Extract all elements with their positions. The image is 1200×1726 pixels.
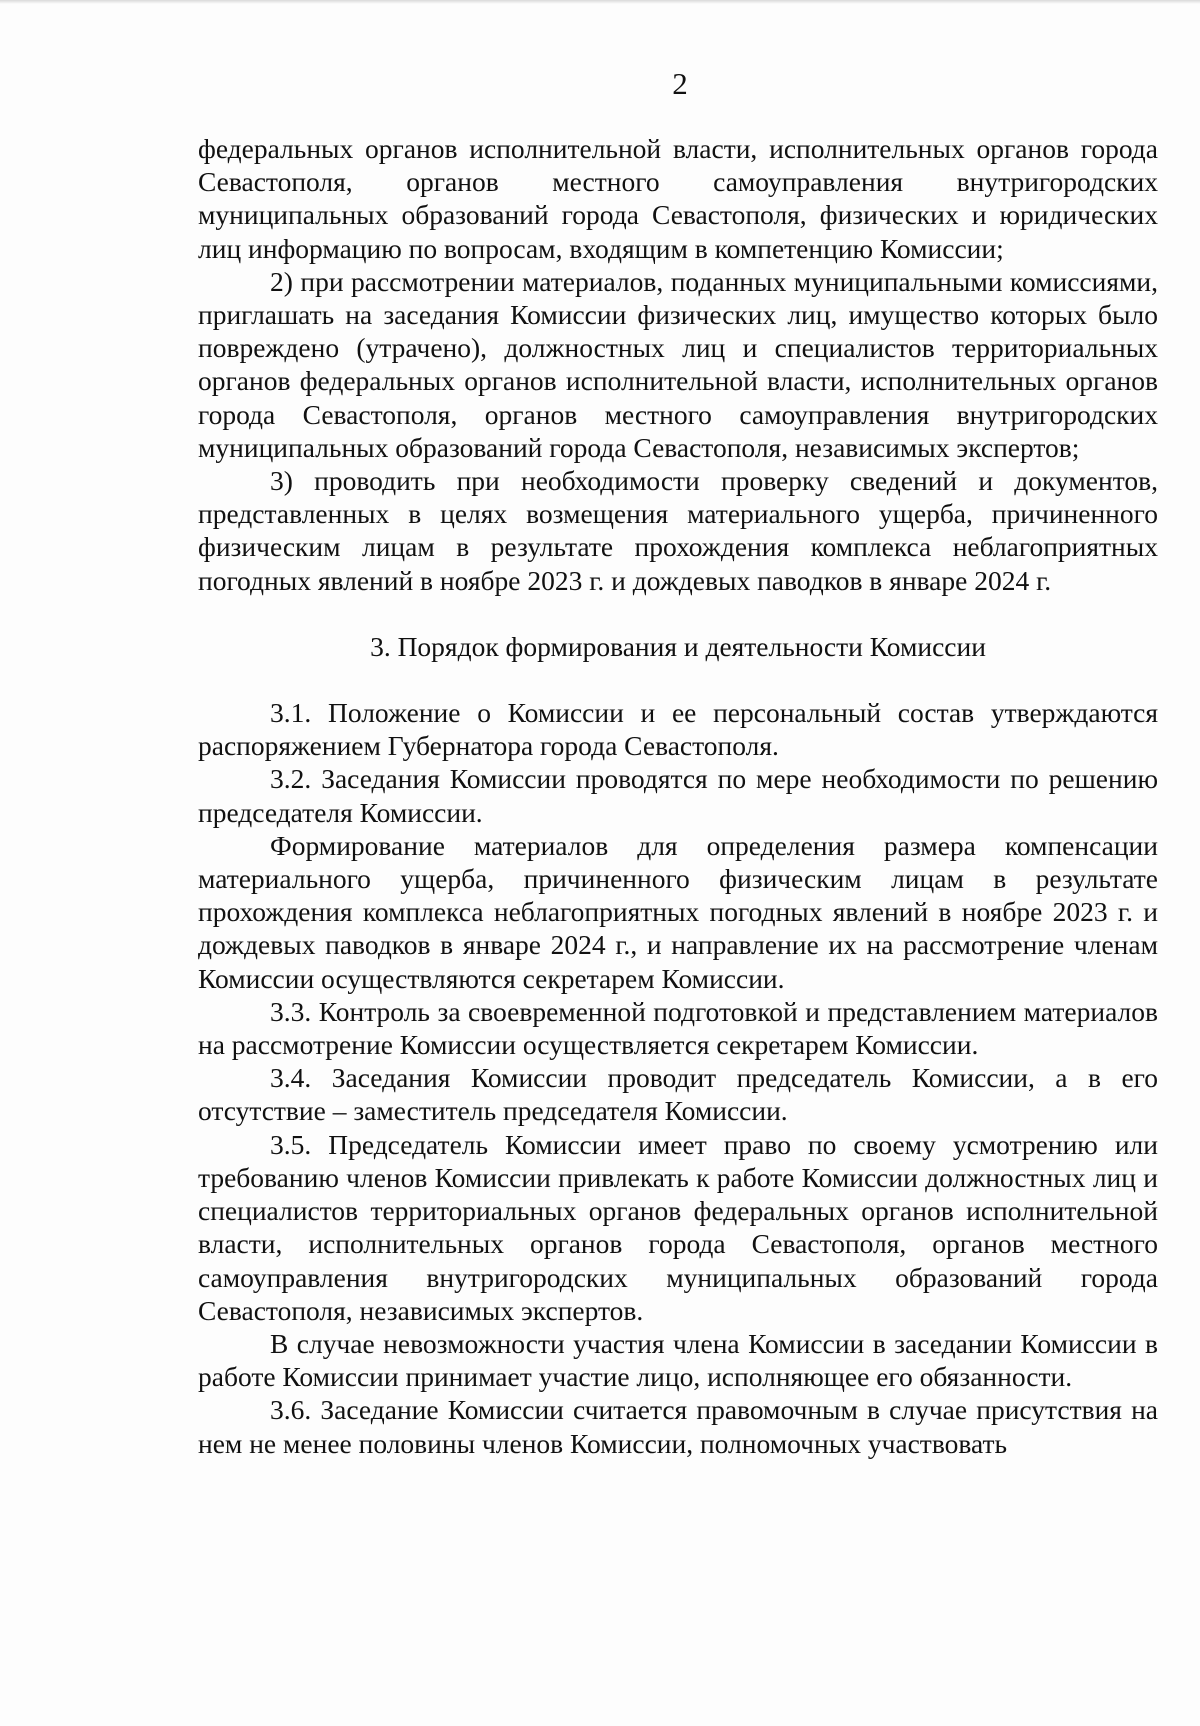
section-heading: 3. Порядок формирования и деятельности Комиссии <box>370 630 986 662</box>
paragraph-continuation: федеральных органов исполнительной власти, исполнительных органов города Севастополя, органов местного самоуправления внутригородских муниципальных образований города Севастополя, физических и юридических лиц информацию по вопросам, входящим в компетенцию Комиссии; <box>198 133 1158 264</box>
paragraph-3-2: 3.2. Заседания Комиссии проводятся по мере необходимости по решению председателя Комиссии. <box>198 763 1158 828</box>
page-number: 2 <box>672 66 688 101</box>
document-body <box>198 132 1158 1460</box>
paragraph-3-1: 3.1. Положение о Комиссии и ее персональный состав утверждаются распоряжением Губернатора города Севастополя. <box>198 697 1158 762</box>
paragraph-3-2-formation: Формирование материалов для определения размера компенсации материального ущерба, причиненного физическим лицам в результате прохождения комплекса неблагоприятных погодных явлений в ноябре 2023 г. и дождевых паводков в январе 2024 г., и направление их на рассмотрение членам Комиссии осуществляются секретарем Комиссии. <box>198 829 1158 994</box>
paragraph-3-3: 3.3. Контроль за своевременной подготовкой и представлением материалов на рассмотрение Комиссии осуществляется секретарем Комиссии. <box>198 995 1158 1061</box>
scan-top-edge <box>0 0 1200 4</box>
paragraph-3-6: 3.6. Заседание Комиссии считается правомочным в случае присутствия на нем не менее половины членов Комиссии, полномочных участвовать <box>198 1394 1158 1459</box>
paragraph-3-5-absence: В случае невозможности участия члена Комиссии в заседании Комиссии в работе Комиссии принимает участие лицо, исполняющее его обязанности. <box>198 1327 1158 1393</box>
paragraph-item-3: 3) проводить при необходимости проверку сведений и документов, представленных в целях возмещения материального ущерба, причиненного физическим лицам в результате прохождения комплекса неблагоприятных погодных явлений в ноябре 2023 г. и дождевых паводков в январе 2024 г. <box>198 465 1158 596</box>
paragraph-item-2: 2) при рассмотрении материалов, поданных муниципальными комиссиями, приглашать на заседания Комиссии физических лиц, имущество которых было повреждено (утрачено), должностных лиц и специалистов территориальных органов федеральных органов исполнительной власти, исполнительных органов города Севастополя, органов местного самоуправления внутригородских муниципальных образований города Севастополя, независимых экспертов; <box>198 265 1158 463</box>
paragraph-3-5: 3.5. Председатель Комиссии имеет право по своему усмотрению или требованию членов Комиссии привлекать к работе Комиссии должностных лиц и специалистов территориальных органов федеральных органов исполнительной власти, исполнительных органов города Севастополя, органов местного самоуправления внутригородских муниципальных образований города Севастополя, независимых экспертов. <box>198 1128 1158 1326</box>
paragraph-3-4: 3.4. Заседания Комиссии проводит председатель Комиссии, а в его отсутствие – заместитель председателя Комиссии. <box>198 1062 1158 1127</box>
